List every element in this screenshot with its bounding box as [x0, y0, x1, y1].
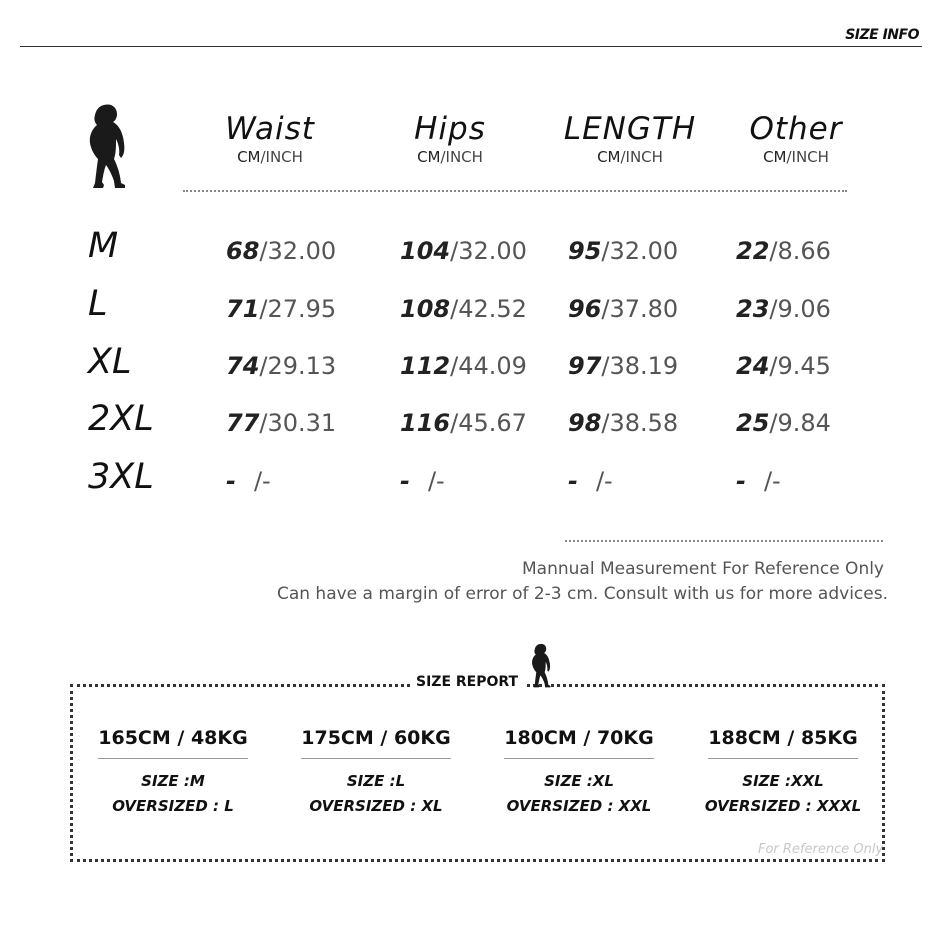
value-inch: /-: [427, 467, 445, 495]
size-label-l: L: [88, 284, 108, 324]
column-units: [550, 147, 710, 167]
note-dotted-divider: [565, 540, 883, 542]
value-inch: /44.09: [450, 352, 527, 380]
value-cm: -: [568, 467, 578, 495]
value-cm: 22: [736, 237, 770, 265]
value-inch: /9.45: [769, 352, 831, 380]
value-cm: 96: [568, 295, 602, 323]
value-inch: /9.84: [769, 409, 831, 437]
value-cm: 108: [400, 295, 451, 323]
unit-cm: CM: [237, 148, 261, 166]
cell-hips: [400, 236, 527, 266]
oversized-size: OVERSIZED : XXL: [506, 797, 652, 815]
value-inch: /-: [595, 467, 613, 495]
cell-length: [568, 408, 678, 438]
cell-other: [736, 294, 831, 324]
report-entry: [78, 726, 268, 819]
recommended-size: SIZE :M: [141, 772, 205, 790]
value-inch: /27.95: [259, 295, 337, 323]
value-inch: /-: [253, 467, 271, 495]
height-weight: 175CM / 60KG: [301, 726, 450, 759]
margin-note: Can have a margin of error of 2-3 cm. Consult with us for more advices.: [276, 584, 888, 604]
value-inch: /30.31: [259, 409, 337, 437]
recommended-size: SIZE :L: [346, 772, 406, 790]
unit-inch: /INCH: [620, 148, 663, 166]
oversized-size: OVERSIZED : XL: [309, 797, 443, 815]
value-cm: 104: [400, 237, 451, 265]
column-header-length: [550, 111, 710, 167]
size-label-2xl: 2XL: [88, 399, 154, 439]
column-title: Hips: [414, 111, 486, 147]
column-units: [370, 147, 530, 167]
cell-length: [568, 236, 678, 266]
value-inch: /32.00: [450, 237, 527, 265]
column-units: [190, 147, 350, 167]
cell-length: [568, 466, 613, 496]
cell-other: [736, 408, 831, 438]
cell-other: [736, 466, 781, 496]
unit-cm: CM: [763, 148, 787, 166]
oversized-size: OVERSIZED : XXXL: [704, 797, 862, 815]
cell-waist: [226, 408, 336, 438]
size-report-title: SIZE REPORT: [410, 674, 524, 690]
ape-silhouette-icon: [84, 103, 130, 189]
value-cm: -: [736, 467, 746, 495]
reference-footnote: For Reference Only: [758, 842, 884, 857]
cell-other: [736, 236, 831, 266]
report-entry: [281, 726, 471, 819]
value-inch: /38.58: [601, 409, 679, 437]
value-cm: 97: [568, 352, 602, 380]
cell-waist: [226, 351, 336, 381]
column-title: Other: [749, 111, 843, 147]
report-entry: [484, 726, 674, 819]
column-units: [716, 147, 876, 167]
height-weight: 165CM / 48KG: [98, 726, 247, 759]
value-inch: /8.66: [769, 237, 831, 265]
value-cm: -: [226, 467, 236, 495]
height-weight: 180CM / 70KG: [504, 726, 653, 759]
column-header-hips: [370, 111, 530, 167]
value-cm: 23: [736, 295, 770, 323]
column-header-waist: [190, 111, 350, 167]
cell-hips: [400, 466, 445, 496]
value-inch: /45.67: [450, 409, 527, 437]
value-cm: 116: [400, 409, 451, 437]
value-cm: 24: [736, 352, 770, 380]
ape-silhouette-icon: [529, 641, 553, 690]
value-inch: /42.52: [450, 295, 527, 323]
cell-waist: [226, 236, 336, 266]
value-inch: /29.13: [259, 352, 337, 380]
cell-hips: [400, 351, 527, 381]
height-weight: 188CM / 85KG: [708, 726, 857, 759]
size-label-m: M: [88, 226, 119, 266]
recommended-size: SIZE :XXL: [742, 772, 824, 790]
header-dotted-divider: [183, 190, 847, 192]
cell-other: [736, 351, 831, 381]
cell-length: [568, 294, 678, 324]
value-cm: 68: [226, 237, 260, 265]
cell-hips: [400, 408, 527, 438]
cell-waist: [226, 294, 336, 324]
recommended-size: SIZE :XL: [544, 772, 614, 790]
value-inch: /-: [763, 467, 781, 495]
page-title: SIZE INFO: [845, 27, 919, 43]
unit-inch: /INCH: [260, 148, 303, 166]
value-cm: -: [400, 467, 410, 495]
value-cm: 98: [568, 409, 602, 437]
column-title: Waist: [225, 111, 315, 147]
oversized-size: OVERSIZED : L: [112, 797, 234, 815]
column-header-other: [716, 111, 876, 167]
unit-cm: CM: [417, 148, 441, 166]
unit-inch: /INCH: [786, 148, 829, 166]
value-inch: /32.00: [259, 237, 337, 265]
value-cm: 77: [226, 409, 260, 437]
column-title: LENGTH: [563, 111, 697, 147]
value-cm: 25: [736, 409, 770, 437]
cell-length: [568, 351, 678, 381]
header-divider: [20, 46, 922, 47]
value-cm: 74: [226, 352, 260, 380]
size-label-3xl: 3XL: [88, 457, 154, 497]
value-cm: 95: [568, 237, 602, 265]
value-cm: 71: [226, 295, 260, 323]
report-entry: [688, 726, 878, 819]
cell-waist: [226, 466, 271, 496]
value-inch: /38.19: [601, 352, 679, 380]
value-inch: /37.80: [601, 295, 679, 323]
measurement-note: Mannual Measurement For Reference Only: [522, 559, 884, 579]
cell-hips: [400, 294, 527, 324]
size-label-xl: XL: [88, 342, 132, 382]
value-inch: /32.00: [601, 237, 679, 265]
value-inch: /9.06: [769, 295, 831, 323]
value-cm: 112: [400, 352, 451, 380]
unit-inch: /INCH: [440, 148, 483, 166]
unit-cm: CM: [597, 148, 621, 166]
